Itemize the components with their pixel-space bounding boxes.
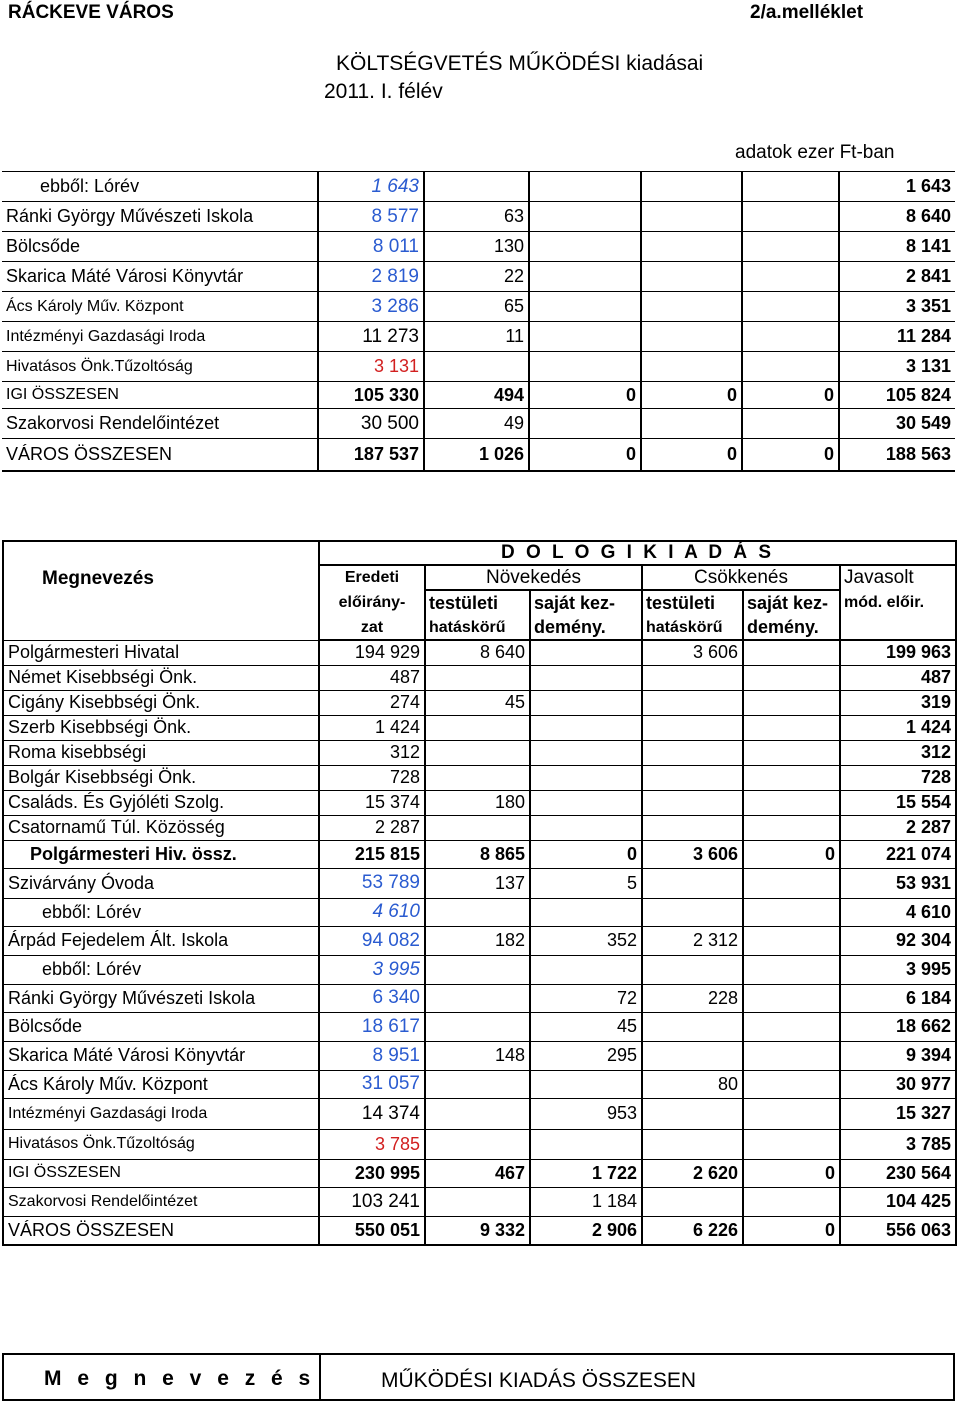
- cell-orig: 1 424: [319, 715, 425, 740]
- table-row: [3, 1098, 956, 1129]
- row-name: Hivatásos Önk.Tűzoltóság: [3, 1129, 319, 1159]
- cell-ct: [641, 322, 742, 352]
- cell-cs: [743, 955, 840, 984]
- row-name: Skarica Máté Városi Könyvtár: [3, 1041, 319, 1070]
- row-name: IGI ÖSSZESEN: [2, 382, 318, 409]
- cell-ct: 228: [642, 984, 743, 1012]
- cell-orig: 53 789: [319, 868, 425, 898]
- cell-cs: [743, 868, 840, 898]
- cell-cs: [742, 322, 839, 352]
- cell-ns: [530, 740, 642, 765]
- cell-ns: 0: [530, 840, 642, 868]
- cell-res: 8 141: [839, 232, 955, 262]
- table-row: [2, 439, 955, 471]
- cell-res: 15 327: [840, 1098, 956, 1129]
- table-row: [3, 1041, 956, 1070]
- cell-ns: [529, 262, 641, 292]
- row-name: Ács Károly Műv. Központ: [3, 1070, 319, 1098]
- col-header-hataskoru-2: hatáskörű: [642, 616, 743, 640]
- cell-ns: 72: [530, 984, 642, 1012]
- table-row: [3, 1012, 956, 1041]
- cell-cs: [743, 898, 840, 926]
- table-row: [2, 292, 955, 322]
- cell-orig: 103 241: [319, 1187, 425, 1216]
- cell-orig: 194 929: [319, 640, 425, 665]
- cell-res: 199 963: [840, 640, 956, 665]
- col-header-javasolt: Javasolt: [840, 565, 956, 590]
- cell-ct: [642, 1129, 743, 1159]
- cell-orig: 30 500: [318, 409, 424, 439]
- row-name: IGI ÖSSZESEN: [3, 1159, 319, 1187]
- cell-nt: 467: [425, 1159, 530, 1187]
- table-row: [3, 715, 956, 740]
- cell-res: 53 931: [840, 868, 956, 898]
- cell-nt: 11: [424, 322, 529, 352]
- table-row: [3, 840, 956, 868]
- cell-cs: 0: [743, 840, 840, 868]
- col-header-novekedes: Növekedés: [425, 565, 642, 590]
- row-name: Roma kisebbségi: [3, 740, 319, 765]
- cell-nt: 148: [425, 1041, 530, 1070]
- cell-nt: 9 332: [425, 1216, 530, 1245]
- table-row: [2, 322, 955, 352]
- cell-res: 728: [840, 765, 956, 790]
- cell-res: 2 841: [839, 262, 955, 292]
- cell-res: 92 304: [840, 926, 956, 955]
- cell-nt: 49: [424, 409, 529, 439]
- cell-orig: 230 995: [319, 1159, 425, 1187]
- cell-nt: [424, 172, 529, 202]
- cell-orig: 15 374: [319, 790, 425, 815]
- cell-cs: [742, 232, 839, 262]
- cell-ct: 2 312: [642, 926, 743, 955]
- cell-ct: [641, 232, 742, 262]
- cell-ct: 3 606: [642, 840, 743, 868]
- cell-res: 3 131: [839, 352, 955, 382]
- cell-cs: [743, 690, 840, 715]
- col-header-csokkenes: Csökkenés: [642, 565, 840, 590]
- cell-ns: 0: [529, 382, 641, 409]
- row-name: ebből: Lórév: [2, 172, 318, 202]
- cell-cs: [743, 984, 840, 1012]
- cell-orig: 550 051: [319, 1216, 425, 1245]
- cell-nt: 8 865: [425, 840, 530, 868]
- cell-ns: [530, 1129, 642, 1159]
- table-row: [2, 232, 955, 262]
- table-row: [2, 382, 955, 409]
- cell-orig: 3 286: [318, 292, 424, 322]
- table-row: [3, 1129, 956, 1159]
- cell-ns: 295: [530, 1041, 642, 1070]
- table-row: [3, 815, 956, 840]
- cell-nt: 8 640: [425, 640, 530, 665]
- row-name: Hivatásos Önk.Tűzoltóság: [2, 352, 318, 382]
- cell-ns: [530, 690, 642, 715]
- cell-cs: [743, 1070, 840, 1098]
- cell-ns: [530, 640, 642, 665]
- cell-nt: [425, 715, 530, 740]
- cell-ct: [642, 765, 743, 790]
- cell-ns: [529, 232, 641, 262]
- cell-nt: [425, 898, 530, 926]
- cell-ct: [642, 1187, 743, 1216]
- cell-ct: [641, 262, 742, 292]
- cell-res: 319: [840, 690, 956, 715]
- cell-cs: [743, 765, 840, 790]
- cell-ns: [530, 665, 642, 690]
- cell-ct: [642, 868, 743, 898]
- table-row: [3, 955, 956, 984]
- cell-nt: 22: [424, 262, 529, 292]
- cell-nt: [425, 740, 530, 765]
- cell-ct: [641, 202, 742, 232]
- col-header-empty: [840, 616, 956, 640]
- cell-cs: [743, 1041, 840, 1070]
- row-name: Csatornamű Túl. Közösség: [3, 815, 319, 840]
- cell-nt: [425, 765, 530, 790]
- row-name: ebből: Lórév: [3, 955, 319, 984]
- cell-ns: [529, 352, 641, 382]
- cell-cs: [743, 926, 840, 955]
- cell-res: 487: [840, 665, 956, 690]
- cell-ns: [529, 172, 641, 202]
- table-dologi-kiadas: [2, 540, 957, 1246]
- cell-res: 9 394: [840, 1041, 956, 1070]
- col-header-testuleti-2: testületi: [642, 590, 743, 616]
- page-subtitle: 2011. I. félév: [324, 80, 443, 103]
- col-header-sajat-kez-2: saját kez-: [743, 590, 840, 616]
- table-row: [3, 640, 956, 665]
- cell-res: 3 995: [840, 955, 956, 984]
- row-name: Német Kisebbségi Önk.: [3, 665, 319, 690]
- cell-res: 1 643: [839, 172, 955, 202]
- cell-ct: [642, 955, 743, 984]
- cell-ns: 1 184: [530, 1187, 642, 1216]
- table-row: [3, 740, 956, 765]
- cell-nt: [425, 815, 530, 840]
- cell-orig: 3 131: [318, 352, 424, 382]
- cell-nt: 63: [424, 202, 529, 232]
- cell-ct: 0: [641, 382, 742, 409]
- cell-orig: 487: [319, 665, 425, 690]
- cell-ns: 2 906: [530, 1216, 642, 1245]
- cell-ns: [529, 322, 641, 352]
- cell-ns: [530, 898, 642, 926]
- cell-res: 312: [840, 740, 956, 765]
- cell-ct: [642, 815, 743, 840]
- table-row: [3, 926, 956, 955]
- row-name: Intézményi Gazdasági Iroda: [3, 1098, 319, 1129]
- cell-ns: 0: [529, 439, 641, 471]
- cell-nt: [425, 1012, 530, 1041]
- table-row: [3, 765, 956, 790]
- row-name: VÁROS ÖSSZESEN: [2, 439, 318, 471]
- cell-ct: 80: [642, 1070, 743, 1098]
- cell-cs: 0: [742, 439, 839, 471]
- row-name: Családs. És Gyjóléti Szolg.: [3, 790, 319, 815]
- cell-res: 3 785: [840, 1129, 956, 1159]
- cell-orig: 8 577: [318, 202, 424, 232]
- cell-orig: 8 011: [318, 232, 424, 262]
- cell-ns: [529, 202, 641, 232]
- cell-nt: [425, 665, 530, 690]
- cell-ct: [642, 690, 743, 715]
- cell-nt: [425, 1187, 530, 1216]
- table-row: [2, 172, 955, 202]
- cell-orig: 6 340: [319, 984, 425, 1012]
- cell-res: 18 662: [840, 1012, 956, 1041]
- cell-orig: 11 273: [318, 322, 424, 352]
- cell-res: 15 554: [840, 790, 956, 815]
- table-row: [2, 409, 955, 439]
- cell-nt: 182: [425, 926, 530, 955]
- cell-nt: 130: [424, 232, 529, 262]
- row-name: Polgármesteri Hiv. össz.: [3, 840, 319, 868]
- cell-ct: 6 226: [642, 1216, 743, 1245]
- cell-ct: 0: [641, 439, 742, 471]
- cell-orig: 215 815: [319, 840, 425, 868]
- cell-orig: 31 057: [319, 1070, 425, 1098]
- page-title: KÖLTSÉGVETÉS MŰKÖDÉSI kiadásai: [336, 52, 704, 75]
- col-header-eloiranyzat-1: előirány-: [319, 590, 425, 616]
- cell-res: 104 425: [840, 1187, 956, 1216]
- cell-cs: 0: [743, 1159, 840, 1187]
- section-header-dologi: D O L O G I K I A D Á S: [319, 541, 956, 565]
- summary-title: MŰKÖDÉSI KIADÁS ÖSSZESEN: [381, 1369, 697, 1392]
- table-row: [2, 202, 955, 232]
- cell-nt: 137: [425, 868, 530, 898]
- cell-orig: 2 287: [319, 815, 425, 840]
- cell-nt: 65: [424, 292, 529, 322]
- row-name: Polgármesteri Hivatal: [3, 640, 319, 665]
- row-name: VÁROS ÖSSZESEN: [3, 1216, 319, 1245]
- cell-nt: 494: [424, 382, 529, 409]
- cell-res: 30 977: [840, 1070, 956, 1098]
- cell-res: 30 549: [839, 409, 955, 439]
- cell-ns: 1 722: [530, 1159, 642, 1187]
- table-row: [3, 1070, 956, 1098]
- cell-res: 230 564: [840, 1159, 956, 1187]
- cell-res: 105 824: [839, 382, 955, 409]
- cell-orig: 312: [319, 740, 425, 765]
- cell-cs: [742, 352, 839, 382]
- cell-orig: 8 951: [319, 1041, 425, 1070]
- cell-res: 6 184: [840, 984, 956, 1012]
- cell-cs: [743, 1187, 840, 1216]
- col-header-sajat-kez-1: saját kez-: [530, 590, 642, 616]
- cell-cs: [743, 1098, 840, 1129]
- cell-nt: [425, 1129, 530, 1159]
- row-name: Bölcsőde: [3, 1012, 319, 1041]
- table-row: [3, 790, 956, 815]
- row-name: Skarica Máté Városi Könyvtár: [2, 262, 318, 292]
- cell-ct: [642, 790, 743, 815]
- row-name: Bolgár Kisebbségi Önk.: [3, 765, 319, 790]
- cell-cs: [742, 202, 839, 232]
- summary-col-megnevezes: M e g n e v e z é s: [44, 1367, 316, 1390]
- cell-nt: [425, 1098, 530, 1129]
- cell-orig: 2 819: [318, 262, 424, 292]
- cell-ns: [530, 790, 642, 815]
- cell-ct: [642, 1098, 743, 1129]
- table-row: [3, 1159, 956, 1187]
- cell-cs: [742, 262, 839, 292]
- cell-nt: 1 026: [424, 439, 529, 471]
- cell-ns: 5: [530, 868, 642, 898]
- cell-ct: 3 606: [642, 640, 743, 665]
- cell-orig: 1 643: [318, 172, 424, 202]
- table-row: [3, 984, 956, 1012]
- table-row: [3, 1187, 956, 1216]
- cell-cs: [743, 1129, 840, 1159]
- row-name: Cigány Kisebbségi Önk.: [3, 690, 319, 715]
- col-header-hataskoru-1: hatáskörű: [425, 616, 530, 640]
- cell-res: 4 610: [840, 898, 956, 926]
- cell-orig: 3 785: [319, 1129, 425, 1159]
- cell-ct: [641, 409, 742, 439]
- table-row: [2, 262, 955, 292]
- cell-ct: 2 620: [642, 1159, 743, 1187]
- cell-cs: [742, 409, 839, 439]
- row-name: Szakorvosi Rendelőintézet: [2, 409, 318, 439]
- cell-ns: 352: [530, 926, 642, 955]
- cell-nt: 180: [425, 790, 530, 815]
- cell-nt: [425, 1070, 530, 1098]
- cell-orig: 3 995: [319, 955, 425, 984]
- cell-res: 2 287: [840, 815, 956, 840]
- table-row: [2, 352, 955, 382]
- table-row: [3, 690, 956, 715]
- cell-ns: [530, 815, 642, 840]
- cell-ct: [641, 352, 742, 382]
- cell-res: 1 424: [840, 715, 956, 740]
- row-name: Intézményi Gazdasági Iroda: [2, 322, 318, 352]
- cell-ns: [530, 955, 642, 984]
- cell-orig: 14 374: [319, 1098, 425, 1129]
- cell-res: 221 074: [840, 840, 956, 868]
- cell-orig: 18 617: [319, 1012, 425, 1041]
- cell-cs: [742, 292, 839, 322]
- table-row: [3, 1216, 956, 1245]
- cell-cs: [743, 665, 840, 690]
- col-header-testuleti-1: testületi: [425, 590, 530, 616]
- col-header-demeny-2: demény.: [743, 616, 840, 640]
- col-header-eloiranyzat-2: zat: [319, 616, 425, 640]
- cell-orig: 105 330: [318, 382, 424, 409]
- col-header-mod-eloir: mód. előir.: [840, 590, 956, 616]
- cell-nt: 45: [425, 690, 530, 715]
- cell-ct: [642, 1012, 743, 1041]
- cell-orig: 94 082: [319, 926, 425, 955]
- cell-ct: [642, 1041, 743, 1070]
- row-name: Bölcsőde: [2, 232, 318, 262]
- cell-res: 8 640: [839, 202, 955, 232]
- cell-nt: [425, 984, 530, 1012]
- cell-cs: [743, 640, 840, 665]
- cell-nt: [425, 955, 530, 984]
- cell-ct: [641, 292, 742, 322]
- cell-cs: [743, 1012, 840, 1041]
- summary-divider: [319, 1355, 321, 1399]
- cell-cs: [743, 790, 840, 815]
- cell-ns: 45: [530, 1012, 642, 1041]
- cell-ns: [529, 409, 641, 439]
- cell-ns: [530, 765, 642, 790]
- cell-ct: [641, 172, 742, 202]
- cell-orig: 274: [319, 690, 425, 715]
- row-name: Ács Károly Műv. Központ: [2, 292, 318, 322]
- cell-res: 556 063: [840, 1216, 956, 1245]
- table-row: [3, 868, 956, 898]
- row-name: Szivárvány Óvoda: [3, 868, 319, 898]
- cell-ns: 953: [530, 1098, 642, 1129]
- city-name: RÁCKEVE VÁROS: [8, 2, 174, 23]
- table-row: [3, 898, 956, 926]
- col-header-megnevezes: Megnevezés: [3, 541, 319, 640]
- summary-header-box: [2, 1353, 955, 1401]
- row-name: Szakorvosi Rendelőintézet: [3, 1187, 319, 1216]
- cell-ct: [642, 740, 743, 765]
- cell-res: 3 351: [839, 292, 955, 322]
- table-summary-continued: [2, 171, 955, 472]
- cell-ct: [642, 898, 743, 926]
- row-name: Szerb Kisebbségi Önk.: [3, 715, 319, 740]
- cell-nt: [424, 352, 529, 382]
- cell-cs: [743, 715, 840, 740]
- cell-cs: [743, 740, 840, 765]
- cell-ns: [529, 292, 641, 322]
- cell-ns: [530, 715, 642, 740]
- cell-cs: [742, 172, 839, 202]
- row-name: Árpád Fejedelem Ált. Iskola: [3, 926, 319, 955]
- cell-cs: 0: [742, 382, 839, 409]
- annex-label: 2/a.melléklet: [750, 2, 864, 23]
- table-row: [3, 665, 956, 690]
- cell-res: 11 284: [839, 322, 955, 352]
- col-header-eredeti: Eredeti: [319, 565, 425, 590]
- cell-res: 188 563: [839, 439, 955, 471]
- row-name: Ránki György Művészeti Iskola: [3, 984, 319, 1012]
- units-note: adatok ezer Ft-ban: [735, 142, 895, 163]
- cell-orig: 728: [319, 765, 425, 790]
- cell-cs: 0: [743, 1216, 840, 1245]
- cell-cs: [743, 815, 840, 840]
- col-header-demeny-1: demény.: [530, 616, 642, 640]
- cell-orig: 4 610: [319, 898, 425, 926]
- cell-ct: [642, 665, 743, 690]
- cell-orig: 187 537: [318, 439, 424, 471]
- row-name: ebből: Lórév: [3, 898, 319, 926]
- cell-ct: [642, 715, 743, 740]
- cell-ns: [530, 1070, 642, 1098]
- row-name: Ránki György Művészeti Iskola: [2, 202, 318, 232]
